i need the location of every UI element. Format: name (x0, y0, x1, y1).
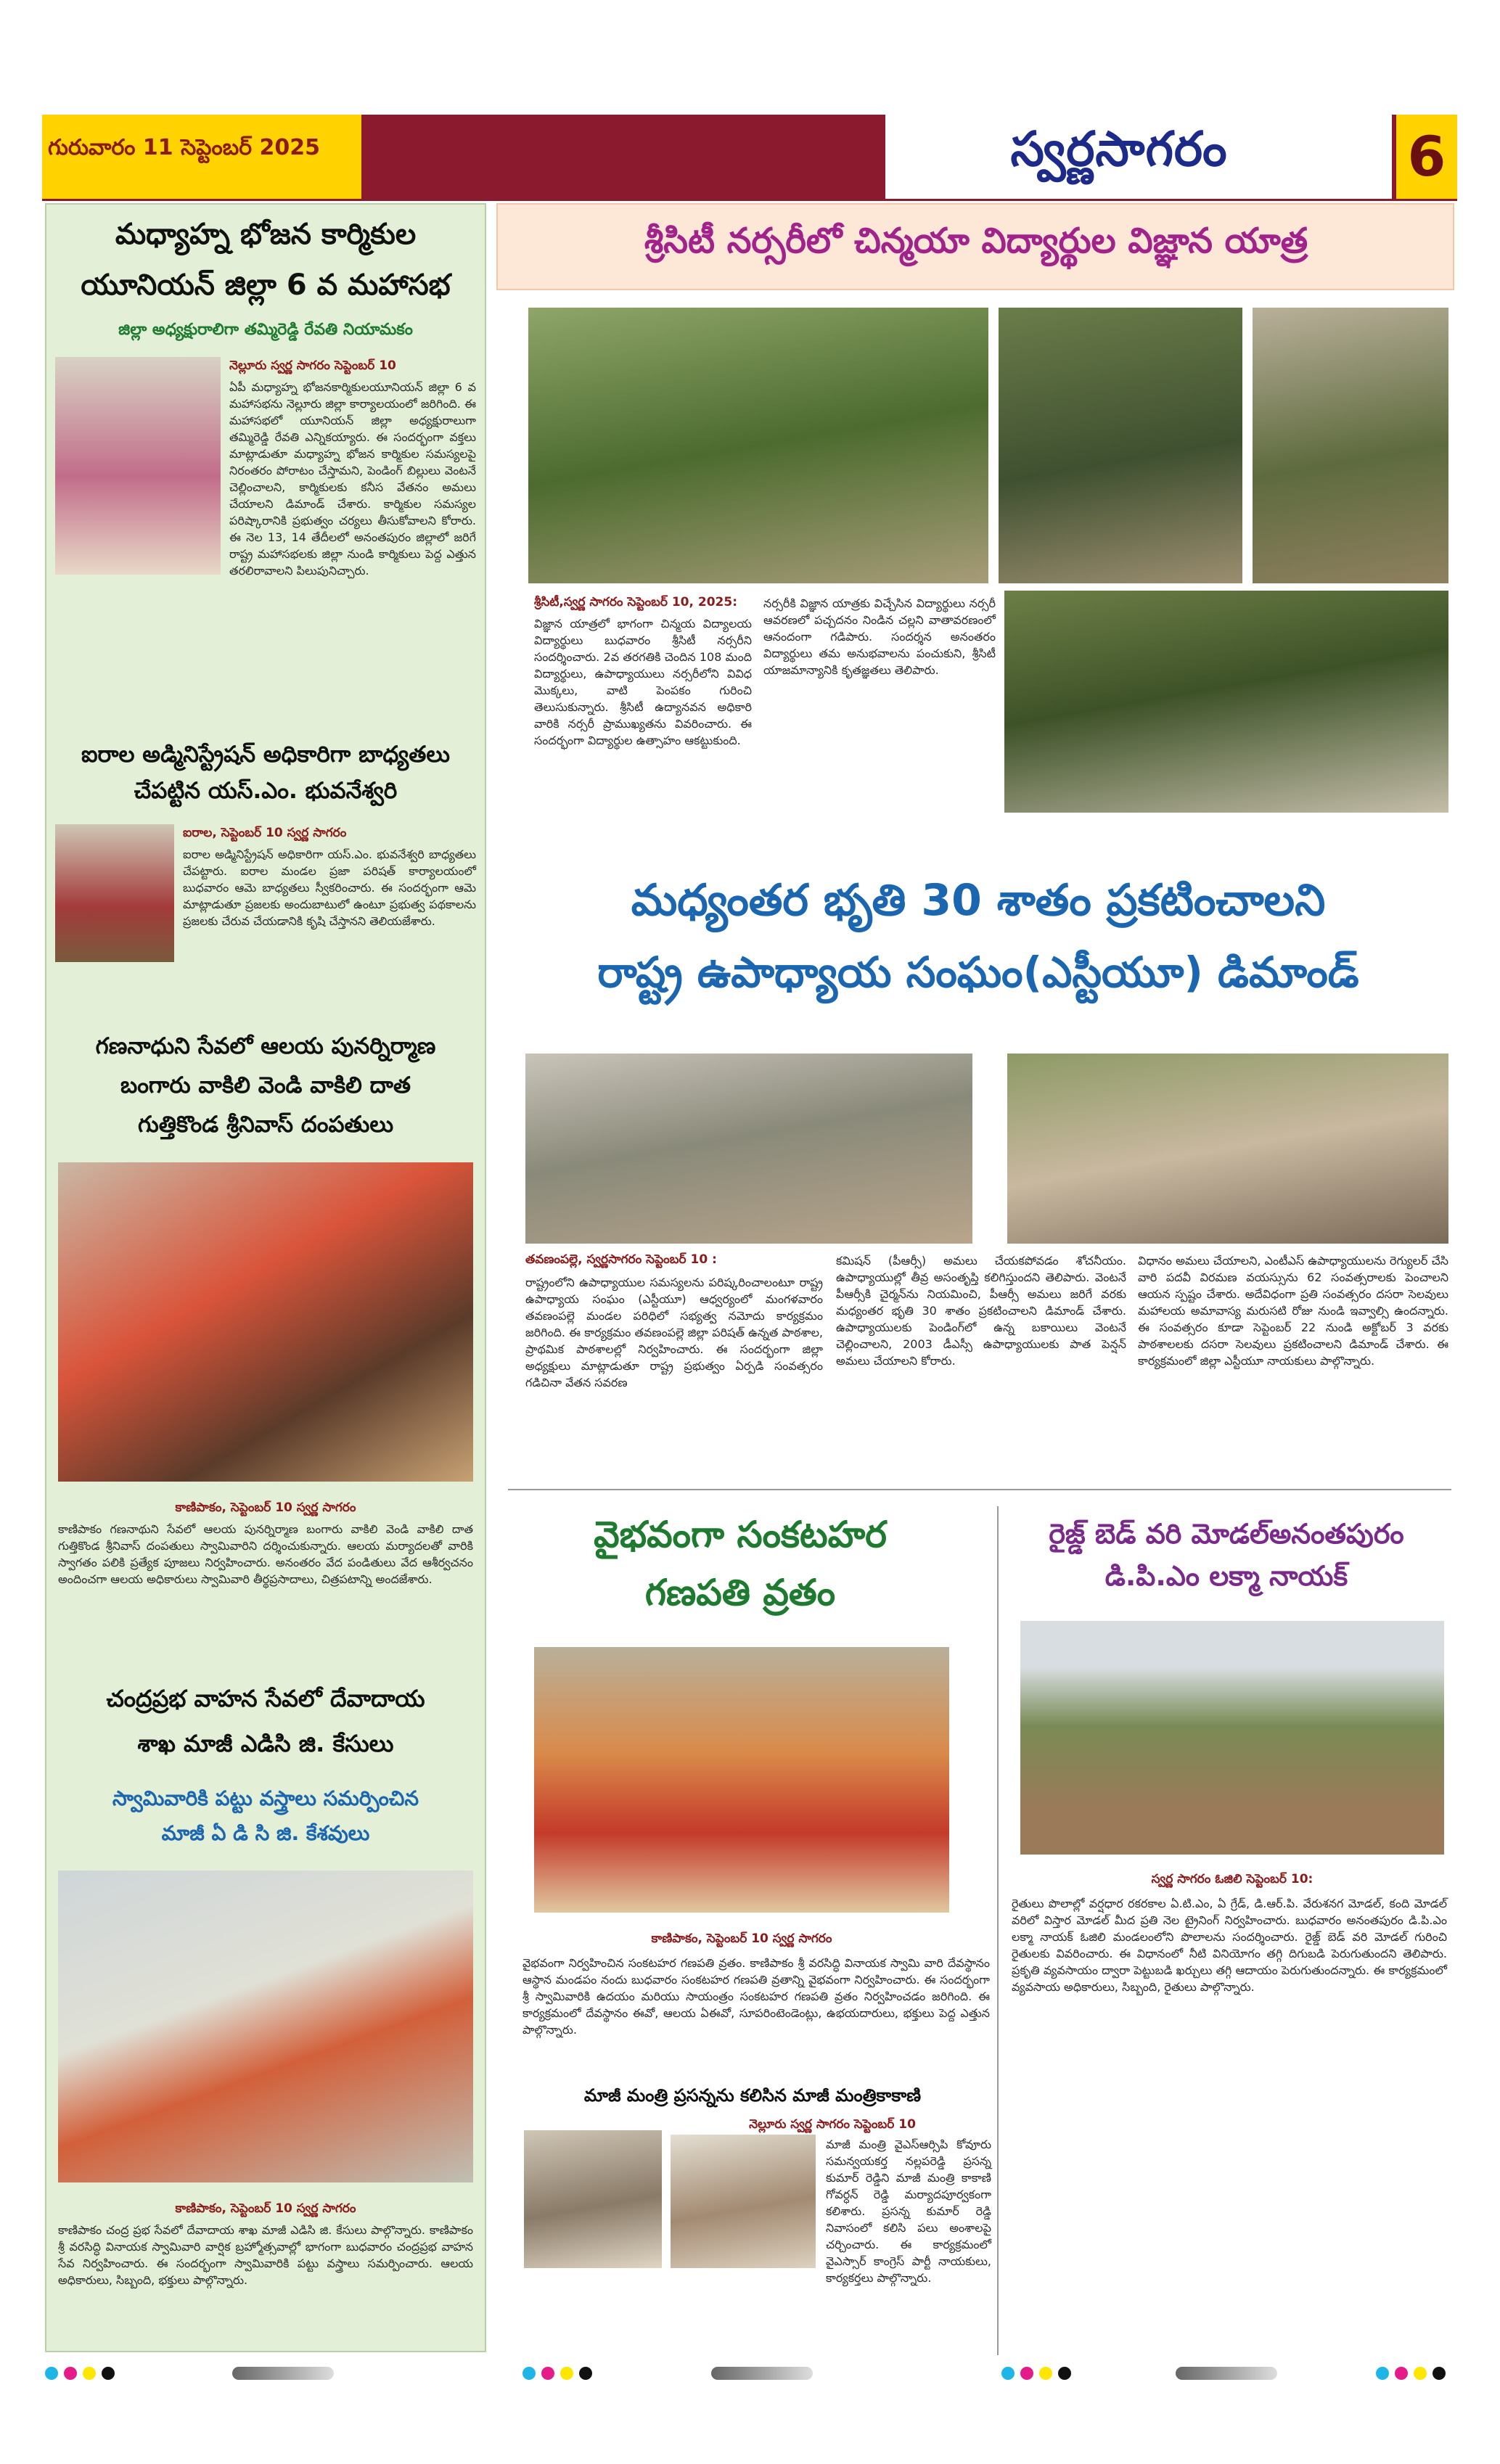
registration-bar-2 (711, 2367, 813, 2380)
black-mark-icon (1058, 2367, 1071, 2380)
a4-title-line1: చంద్రప్రభ వాహన సేవలో దేవాదాయ (106, 1685, 425, 1712)
a3-photo (58, 1162, 473, 1482)
raised-bed-title-line1: రైజ్డ్ బెడ్ వరి మోడల్‌అనంతపురం (1049, 1518, 1404, 1550)
a4-body: కాణిపాకం చంద్ర ప్రభ సేవలో దేవాదాయ శాఖ మాజీ ఎడిసి జి. కేసులు పాల్గొన్నారు. కాణిపాకం శ్రీ వరసిద్ధి వినాయక స్వామివారి వార్షిక బ్రహ్మోత్సవాల్లో భాగంగా బుధవారం చంద్రప్రభ వాహన సేవ నిర్వహించారు. ఈ సందర్భంగా స్వామివారికి పట్టు వస్త్రాలు సమర్పించారు. ఆలయ అధికారులు, సిబ్బంది, భక్తులు పాల్గొన్నారు. (58, 2223, 473, 2287)
mid-story-col-1: రాష్ట్రంలోని ఉపాధ్యాయుల సమస్యలను పరిష్కరించాలంటూ రాష్ట్ర ఉపాధ్యాయ సంఘం (ఎస్టీయూ) ఆధ్వర్యంలో మంగళవారం తవణంపల్లె మండల పరిధిలో సభ్యత్వ నమోదు కార్యక్రమం జరిగింది. ఈ కార్యక్రమం తవణంపల్లె జిల్లా పరిషత్ ఉన్నత పాఠశాల, ప్రాథమిక పాఠశాలల్లో నిర్వహించారు. ఈ సందర్భంగా జిల్లా అధ్యక్షులు మాట్లాడుతూ రాష్ట్ర ప్రభుత్వం ఏర్పడి సంవత్సరం గడిచినా వేతన సవరణ (525, 1276, 823, 1389)
a1-body: ఏపీ మధ్యాహ్న భోజనకార్మికులయూనియన్ జిల్లా 6 వ మహాసభను నెల్లూరు జిల్లా కార్యాలయంలో జరిగింది. ఈ మహాసభలో యూనియన్ జిల్లా అధ్యక్షురాలుగా తమ్మిరెడ్డి రేవతి ఎన్నికయ్యారు. ఈ సందర్భంగా వక్తలు మాట్లాడుతూ మధ్యాహ్న భోజన కార్మికుల సమస్యలపై నిరంతరం పోరాటం చేస్తామని, పెండింగ్ బిల్లులు వెంటనే చెల్లించాలని, కార్మికులకు కనీస వేతనం అమలు చేయాలని డిమాండ్ చేశారు. కార్మికుల సమస్యల పరిష్కారానికి ప్రభుత్వం చర్యలు తీసుకోవాలని కోరారు. ఈ నెల 13, 14 తేదీలలో అనంతపురం జిల్లాలో జరిగే రాష్ట్ర మహాసభలకు జిల్లా నుండి కార్మికులు పెద్ద ఎత్తున తరలిరావాలని పిలుపునిచ్చారు. (229, 380, 476, 578)
yellow-mark-icon (1039, 2367, 1052, 2380)
top-story-photo-3 (1253, 308, 1448, 583)
magenta-mark-icon (1020, 2367, 1033, 2380)
raised-bed-dateline: స్వర్ణ సాగరం ఓజిలి సెప్టెంబర్ 10: (1151, 1872, 1313, 1886)
yellow-mark-icon (1414, 2367, 1427, 2380)
black-mark-icon (102, 2367, 115, 2380)
page-number: 6 (1407, 124, 1446, 189)
top-story-title: శ్రీసిటీ నర్సరీలో చిన్మయా విద్యార్థుల విజ్ఞాన యాత్ర (644, 221, 1308, 261)
registration-bar-1 (232, 2367, 334, 2380)
cyan-mark-icon (1001, 2367, 1015, 2380)
a4-photo (58, 1870, 473, 2182)
registration-marks-2 (522, 2367, 592, 2380)
a3-title-line3: గుత్తికొండ శ్రీనివాస్ దంపతులు (137, 1112, 394, 1138)
a2-title-line2: చేపట్టిన యస్.ఎం. భువనేశ్వరి (134, 778, 398, 804)
a2-body: ఐరాల అడ్మినిస్ట్రేషన్ అధికారిగా యస్.ఎం. భువనేశ్వరి బాధ్యతలు చేపట్టారు. ఐరాల మండల ప్రజా పరిషత్ కార్యాలయంలో బుధవారం ఆమె బాధ్యతలు స్వీకరించారు. ఈ సందర్భంగా ఆమె మాట్లాడుతూ ప్రజలకు అందుబాటులో ఉంటూ ప్రభుత్వ పథకాలను ప్రజలకు చేరువ చేయడానికి కృషి చేస్తానని తెలియజేశారు. (183, 847, 476, 928)
masthead-rule (42, 199, 1457, 201)
meeting-photo-1 (524, 2130, 662, 2268)
yellow-mark-icon (560, 2367, 573, 2380)
a3-title-line1: గణనాధుని సేవలో ఆలయ పునర్నిర్మాణ (95, 1033, 436, 1059)
center-vertical-divider (997, 1506, 999, 2355)
ganapati-dateline: కాణిపాకం, సెప్టెంబర్ 10 స్వర్ణ సాగరం (651, 1931, 832, 1946)
black-mark-icon (579, 2367, 592, 2380)
meeting-body: మాజీ మంత్రి వైఎస్ఆర్సిపి కోవూరు సమన్వయకర్త నల్లపరెడ్డి ప్రసన్న కుమార్ రెడ్డిని మాజీ మంత్రి కాకాణి గోవర్ధన్ రెడ్డి మర్యాదపూర్వకంగా కలిశారు. ప్రసన్న కుమార్ రెడ్డి నివాసంలో కలిసి పలు అంశాలపై చర్చించారు. ఈ కార్యక్రమంలో వైఎస్సార్ కాంగ్రెస్ పార్టీ నాయకులు, కార్యకర్తలు పాల్గొన్నారు. (826, 2137, 991, 2285)
a4-title-line2: శాఖ మాజీ ఎడిసి జి. కేసులు (137, 1730, 394, 1757)
mid-divider (508, 1489, 1451, 1490)
cyan-mark-icon (45, 2367, 58, 2380)
raised-bed-title-line2: డి.పి.ఎం లక్మా నాయక్ (1104, 1560, 1348, 1592)
yellow-mark-icon (83, 2367, 96, 2380)
a1-subtitle: జిల్లా అధ్యక్షురాలిగా తమ్మిరెడ్డి రేవతి నియామకం (118, 321, 413, 339)
date-text: గురువారం 11 సెప్టెంబర్ 2025 (48, 135, 320, 160)
mid-story-col-2: కమిషన్ (పీఆర్సీ) అమలు చేయకపోవడం శోచనీయం. ఉపాధ్యాయుల్లో తీవ్ర అసంతృప్తి కలిగిస్తుందని తెలిపారు. వెంటనే పీఆర్సీకి చైర్మన్‌ను నియమించి, పీఆర్సీ అమలు జరిగే వరకు మధ్యంతర భృతి 30 శాతం ప్రకటించాలని డిమాండ్ చేశారు. ఉపాధ్యాయులకు పెండింగ్‌లో ఉన్న బకాయిలు వెంటనే చెల్లించాలని, 2003 డీఎస్సీ ఉపాధ్యాయులకు పాత పెన్షన్ అమలు చేయాలని కోరారు. (836, 1254, 1126, 1368)
ganapati-body: వైభవంగా నిర్వహించిన సంకటహర గణపతి వ్రతం. కాణిపాకం శ్రీ వరసిద్ధి వినాయక స్వామి వారి దేవస్థానం ఆస్థాన మండపం నందు బుధవారం సంకటహర గణపతి వ్రతాన్ని వైభవంగా నిర్వహించారు. ఈ సందర్భంగా శ్రీ స్వామివారికి ఉదయం మరియు సాయంత్రం సంకటహర గణపతి వ్రతం నిర్వహించడం జరిగింది. ఈ కార్యక్రమంలో దేవస్థానం ఈవో, ఆలయ ఏఈవో, సూపరింటెండెంట్లు, ఉభయదారులు, భక్తులు పెద్ద ఎత్తున పాల్గొన్నారు. (522, 1956, 990, 2037)
raised-bed-photo (1020, 1621, 1444, 1855)
a1-title-line1: మధ్యాహ్న భోజన కార్మికుల (115, 218, 417, 251)
meeting-title: మాజీ మంత్రి ప్రసన్నను కలిసిన మాజీ మంత్రికాకాణి (583, 2085, 922, 2106)
mid-story-photo-1 (525, 1054, 972, 1244)
raised-bed-body: రైతులు పొలాల్లో వర్షధార రకరకాల ఏ.టి.ఎం, ఏ గ్రేడ్, డి.ఆర్.పి. వేరుశనగ మోడల్, కంది మోడల్ వరిలో విస్తార మోడల్ మీద ప్రతి నెల ట్రైనింగ్ నిర్వహించారు. బుధవారం అనంతపురం డి.పి.ఎం లక్మా నాయక్ ఓజిలి మండలంలోని పొలాలను సందర్శించారు. రైజ్డ్ బెడ్ వరి మోడల్ గురించి రైతులకు వివరించారు. ఈ విధానంలో నీటి వినియోగం తగ్గి దిగుబడి పెరుగుతుందని తెలిపారు. ప్రకృతి వ్యవసాయం ద్వారా పెట్టుబడి ఖర్చులు తగ్గి ఆదాయం పెరుగుతుందన్నారు. ఈ కార్యక్రమంలో వ్యవసాయ అధికారులు, సిబ్బంది, రైతులు పాల్గొన్నారు. (1012, 1897, 1447, 1994)
a4-dateline: కాణిపాకం, సెప్టెంబర్ 10 స్వర్ణ సాగరం (175, 2201, 356, 2216)
top-story-body-2: నర్సరీకి విజ్ఞాన యాత్రకు విచ్చేసిన విద్యార్థులు నర్సరీ ఆవరణలో పచ్చదనం నిండిన చల్లని వాతావరణంలో ఆనందంగా గడిపారు. సందర్శన అనంతరం విద్యార్థులు తమ అనుభవాలను పంచుకుని, శ్రీసిటీ యాజమాన్యానికి కృతజ్ఞతలు తెలిపారు. (763, 596, 996, 677)
a2-title-line1: ఐరాల అడ్మినిస్ట్రేషన్ అధికారిగా బాధ్యతలు (81, 742, 451, 768)
a1-title-line2: యూనియన్ జిల్లా 6 వ మహాసభ (81, 268, 451, 302)
a2-dateline: ఐరాల, సెప్టెంబర్ 10 స్వర్ణ సాగరం (183, 826, 347, 840)
mid-story-photo-2 (1007, 1054, 1448, 1244)
mid-story-title-line2: రాష్ట్ర ఉపాధ్యాయ సంఘం(ఎస్టీయూ) డిమాండ్ (597, 948, 1359, 997)
a4-subtitle-line2: మాజీ ఏ డి సి జి. కేశవులు (161, 1821, 370, 1845)
registration-marks-left (45, 2367, 115, 2380)
a3-body: కాణిపాకం గణనాథుని సేవలో ఆలయ పునర్నిర్మాణ బంగారు వాకిలి వెండి వాకిలి దాత గుత్తికొండ శ్రీనివాస్ దంపతులు స్వామివారిని దర్శించుకున్నారు. ఆలయ మర్యాదలతో వారికి స్వాగతం పలికి ప్రత్యేక పూజలు నిర్వహించారు. అనంతరం వేద పండితులు వేద ఆశీర్వచనం అందించగా ఆలయ అధికారులు స్వామివారి తీర్థప్రసాదాలు, చిత్రపటాన్ని అందజేశారు. (58, 1522, 473, 1586)
a1-photo (55, 357, 221, 575)
ganapati-title-line1: వైభవంగా సంకటహర (594, 1514, 887, 1556)
top-story-body-1: విజ్ఞాన యాత్రలో భాగంగా చిన్మయ విద్యాలయ విద్యార్థులు బుధవారం శ్రీసిటీ నర్సరీని సందర్శించారు. 2వ తరగతికి చెందిన 108 మంది విద్యార్థులు, ఉపాధ్యాయులు నర్సరీలోని వివిధ మొక్కలు, వాటి పెంపకం గురించి తెలుసుకున్నారు. శ్రీసిటీ ఉద్యానవన అధికారి వారికి నర్సరీ ప్రాముఖ్యతను వివరించారు. ఈ సందర్భంగా విద్యార్థుల ఉత్సాహం ఆకట్టుకుంది. (534, 617, 752, 747)
logo-text: స్వర్ణసాగరం (1010, 121, 1228, 177)
top-story-photo-1 (528, 308, 988, 583)
a2-photo (55, 824, 174, 962)
meeting-dateline: నెల్లూరు స్వర్ణ సాగరం సెప్టెంబర్ 10 (749, 2117, 916, 2132)
black-mark-icon (1433, 2367, 1446, 2380)
magenta-mark-icon (1395, 2367, 1408, 2380)
logo (974, 109, 1264, 196)
a1-dateline: నెల్లూరు స్వర్ణ సాగరం సెప్టెంబర్ 10 (229, 358, 396, 373)
masthead-band (361, 115, 885, 199)
top-story-photo-4 (1004, 591, 1448, 813)
page-number-box (1392, 115, 1457, 199)
magenta-mark-icon (541, 2367, 554, 2380)
registration-marks-3 (1001, 2367, 1071, 2380)
mid-story-dateline: తవణంపల్లె, స్వర్ణసాగరం సెప్టెంబర్ 10 : (525, 1252, 717, 1267)
registration-bar-3 (1176, 2367, 1277, 2380)
magenta-mark-icon (64, 2367, 77, 2380)
meeting-photo-2 (671, 2135, 816, 2268)
a3-dateline: కాణిపాకం, సెప్టెంబర్ 10 స్వర్ణ సాగరం (175, 1500, 356, 1515)
masthead (42, 115, 1457, 200)
mid-story-title-line1: మధ్యంతర భృతి 30 శాతం ప్రకటించాలని (631, 875, 1326, 926)
a4-subtitle-line1: స్వామివారికి పట్టు వస్త్రాలు సమర్పించిన (112, 1786, 419, 1810)
ganapati-photo (534, 1647, 949, 1913)
mid-story-col-3: విధానం అమలు చేయాలని, ఎంటీఎస్ ఉపాధ్యాయులను రెగ్యులర్ చేసి వారి పదవీ విరమణ వయస్సును 62 సంవత్సరాలకు పెంచాలని ఆయన స్పష్టం చేశారు. అదేవిధంగా ప్రతి సంవత్సరం దసరా సెలవులు మహాలయ అమావాస్య మరుసటి రోజు నుండి ఇవ్వాల్సి ఉందన్నారు. ఈ సంవత్సరం కూడా సెప్టెంబర్ 22 నుండి అక్టోబర్ 3 వరకు పాఠశాలలకు దసరా సెలవులు ప్రకటించాలని డిమాండ్ చేశారు. ఈ కార్యక్రమంలో జిల్లా ఎస్టీయూ నాయకులు పాల్గొన్నారు. (1138, 1254, 1448, 1368)
cyan-mark-icon (1376, 2367, 1389, 2380)
cyan-mark-icon (522, 2367, 536, 2380)
ganapati-title-line2: గణపతి వ్రతం (644, 1572, 836, 1614)
a3-title-line2: బంగారు వాకిలి వెండి వాకిలి దాత (120, 1072, 411, 1098)
registration-marks-right (1376, 2367, 1446, 2380)
top-story-photo-2 (999, 308, 1242, 583)
top-story-dateline: శ్రీసిటీ,స్వర్ణ సాగరం సెప్టెంబర్ 10, 2025: (534, 595, 737, 609)
